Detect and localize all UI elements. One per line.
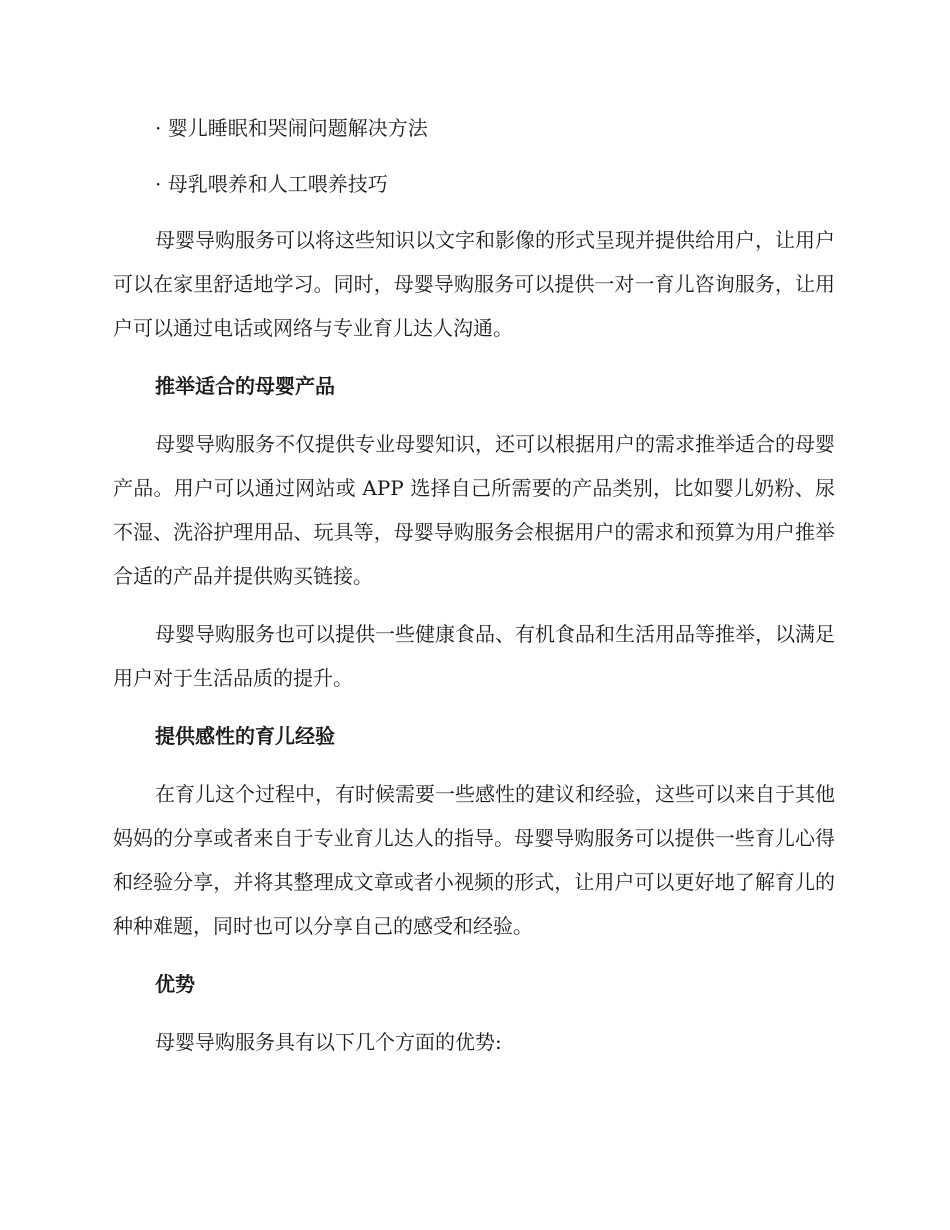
paragraph-knowledge-presentation: 母婴导购服务可以将这些知识以文字和影像的形式呈现并提供给用户，让用户可以在家里舒适地学习。同时，母婴导购服务可以提供一对一育儿咨询服务，让用户可以通过电话或网络与专业育儿达人沟通。 [113,228,835,340]
document-page [113,106,835,1078]
paragraph-product-recommendation: 母婴导购服务不仅提供专业母婴知识，还可以根据用户的需求推举适合的母婴产品。用户可以通过网站或 APP 选择自己所需要的产品类别，比如婴儿奶粉、尿不湿、洗浴护理用品、玩具等，母婴导购服务会根据用户的需求和预算为用户推举合适的产品并提供购买链接。 [113,432,835,588]
paragraph-advantages-intro: 母婴导购服务具有以下几个方面的优势: [155,1030,502,1054]
paragraph-healthy-products: 母婴导购服务也可以提供一些健康食品、有机食品和生活用品等推举，以满足用户对于生活品质的提升。 [113,622,835,690]
paragraph-parenting-experience: 在育儿这个过程中，有时候需要一些感性的建议和经验，这些可以来自于其他妈妈的分享或者来自于专业育儿达人的指导。母婴导购服务可以提供一些育儿心得和经验分享，并将其整理成文章或者小视频的形式，让用户可以更好地了解育儿的种种难题，同时也可以分享自己的感受和经验。 [113,782,835,938]
section-heading-product-recommendation: 推举适合的母婴产品 [155,374,335,398]
bullet-item: · 婴儿睡眠和哭闹问题解决方法 [155,116,428,140]
section-heading-advantages: 优势 [155,972,195,996]
bullet-item: · 母乳喂养和人工喂养技巧 [155,172,388,196]
section-heading-parenting-experience: 提供感性的育儿经验 [155,724,335,748]
